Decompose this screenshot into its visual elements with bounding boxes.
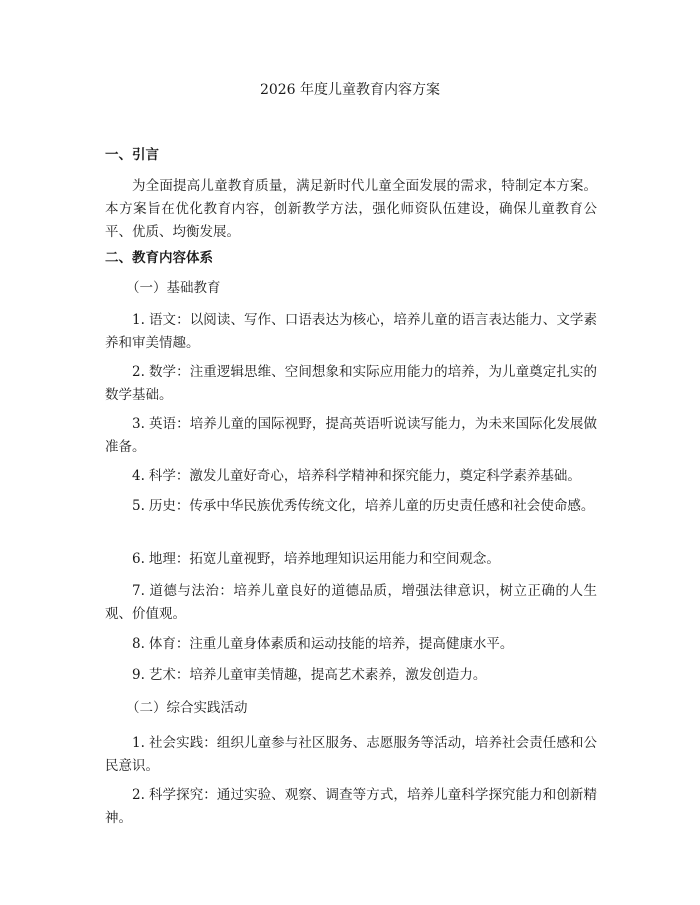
list-item-number: 2. [132, 787, 145, 803]
list-item-arts [105, 664, 597, 687]
list-item-number: 9. [132, 667, 145, 683]
subsection-heading-practice-activities: （二）综合实践活动 [126, 700, 248, 716]
document-title: 2026 年度儿童教育内容方案 [259, 82, 441, 98]
list-item-sports [105, 633, 597, 656]
subsection-heading-basic-education: （一）基础教育 [126, 280, 221, 296]
list-item-number: 6. [132, 551, 145, 567]
list-item-number: 5. [132, 498, 145, 514]
list-item-text: 地理：拓宽儿童视野，培养地理知识运用能力和空间观念。 [148, 551, 500, 567]
list-item-number: 1. [132, 312, 145, 328]
list-item-text: 科学：激发儿童好奇心，培养科学精神和探究能力，奠定科学素养基础。 [148, 468, 581, 484]
list-item-text: 历史：传承中华民族优秀传统文化，培养儿童的历史责任感和社会使命感。 [148, 498, 595, 514]
list-item-text: 社会实践：组织儿童参与社区服务、志愿服务等活动，培养社会责任感和公民意识。 [105, 735, 597, 774]
list-item-number: 1. [132, 735, 145, 751]
list-item-text: 体育：注重儿童身体素质和运动技能的培养，提高健康水平。 [148, 636, 514, 652]
list-item-text: 语文：以阅读、写作、口语表达为核心，培养儿童的语言表达能力、文学素养和审美情趣。 [105, 312, 597, 351]
list-item-text: 道德与法治：培养儿童良好的道德品质，增强法律意识，树立正确的人生观、价值观。 [105, 583, 597, 622]
list-item-chinese [105, 309, 597, 355]
section-heading-introduction: 一、引言 [105, 147, 159, 163]
list-item-number: 8. [132, 636, 145, 652]
list-item-text: 英语：培养儿童的国际视野，提高英语听说读写能力，为未来国际化发展做准备。 [105, 416, 597, 455]
list-item-social-practice [105, 732, 597, 778]
list-item-morality-law [105, 580, 597, 626]
section-heading-content-system: 二、教育内容体系 [105, 250, 213, 266]
list-item-number: 7. [132, 583, 145, 599]
list-item-english [105, 413, 597, 459]
list-item-history [105, 495, 597, 518]
list-item-science-inquiry [105, 784, 597, 830]
list-item-science [105, 465, 597, 488]
introduction-paragraph: 为全面提高儿童教育质量，满足新时代儿童全面发展的需求，特制定本方案。本方案旨在优化教育内容，创新教学方法，强化师资队伍建设，确保儿童教育公平、优质、均衡发展。 [105, 178, 597, 240]
list-item-number: 2. [132, 364, 145, 380]
list-item-number: 3. [132, 416, 145, 432]
list-item-math [105, 361, 597, 407]
list-item-text: 科学探究：通过实验、观察、调查等方式，培养儿童科学探究能力和创新精神。 [105, 787, 597, 826]
list-item-text: 艺术：培养儿童审美情趣，提高艺术素养，激发创造力。 [148, 667, 487, 683]
list-item-geography [105, 548, 597, 571]
list-item-text: 数学：注重逻辑思维、空间想象和实际应用能力的培养，为儿童奠定扎实的数学基础。 [105, 364, 597, 403]
list-item-number: 4. [132, 468, 145, 484]
